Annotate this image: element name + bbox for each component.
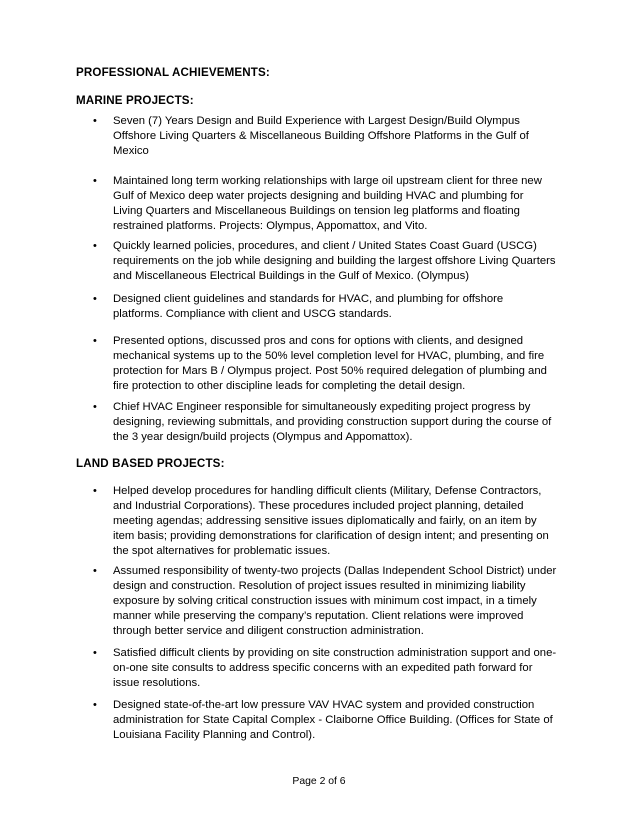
bullet-icon: • (93, 401, 97, 413)
text-line: restrained platforms. Projects: Olympus, Appomattox, and Vito. (113, 220, 428, 233)
text-line: Maintained long term working relationships with large oil upstream client for three new (113, 175, 542, 187)
text-line: manner while preserving the company’s reputation. Client relations were improved (113, 610, 524, 623)
marine-item-5-text (113, 334, 573, 394)
text-line: Presented options, discussed pros and cons for options with clients, and designed (113, 335, 524, 347)
text-line: the 3 year design/build projects (Olympus and Appomattox). (113, 431, 413, 444)
bullet-icon: • (93, 699, 97, 711)
text-line: Mexico (113, 145, 149, 158)
text-line: designing, reviewing submittals, and providing construction support during the course of (113, 416, 552, 429)
text-line: Helped develop procedures for handling difficult clients (Military, Defense Contractors, (113, 485, 542, 497)
bullet-icon: • (93, 485, 97, 497)
text-line: Louisiana Facility Planning and Control). (113, 729, 316, 742)
land-item-4-text (113, 698, 573, 743)
bullet-icon: • (93, 565, 97, 577)
bullet-icon: • (93, 240, 97, 252)
text-line: Designed client guidelines and standards for HVAC, and plumbing for offshore (113, 293, 504, 305)
text-line: Offshore Living Quarters & Miscellaneous Building Offshore Platforms in the Gulf of (113, 130, 529, 143)
text-line: through better service and diligent construction administration. (113, 625, 424, 638)
text-line: platforms. Compliance with client and USCG standards. (113, 308, 392, 321)
text-line: requirements on the job while designing and building the largest offshore Living Quarters (113, 255, 556, 268)
marine-item-1-text (113, 114, 573, 159)
text-line: Assumed responsibility of twenty-two projects (Dallas Independent School District) under (113, 565, 557, 577)
land-based-projects-heading: LAND BASED PROJECTS: (76, 457, 225, 470)
text-line: Chief HVAC Engineer responsible for simultaneously expediting project progress by (113, 401, 531, 413)
bullet-icon: • (93, 175, 97, 187)
marine-item-6-text (113, 400, 573, 445)
land-item-2-text (113, 564, 573, 639)
bullet-icon: • (93, 647, 97, 659)
text-line: on-one site consults to address specific concerns with an expedited path forward for (113, 662, 533, 675)
text-line: meeting agendas; addressing sensitive issues diplomatically and fairly, on an item by (113, 515, 537, 528)
text-line: and Industrial Corporations). These procedures included project planning, detailed (113, 500, 524, 513)
bullet-icon: • (93, 115, 97, 127)
marine-item-2-text (113, 174, 573, 234)
text-line: the spot alternatives for problematic issues. (113, 545, 331, 558)
text-line: issue resolutions. (113, 677, 201, 690)
land-item-3-text (113, 646, 573, 691)
bullet-icon: • (93, 335, 97, 347)
text-line: Quickly learned policies, procedures, and client / United States Coast Guard (USCG) (113, 240, 537, 252)
page-number-footer: Page 2 of 6 (292, 776, 346, 787)
text-line: mechanical systems up to the 50% level completion level for HVAC, plumbing, and fire (113, 350, 545, 363)
text-line: exposure by solving critical construction issues with minimum cost impact, in a timely (113, 595, 537, 608)
bullet-icon: • (93, 293, 97, 305)
land-item-1-text (113, 484, 573, 559)
marine-projects-heading: MARINE PROJECTS: (76, 94, 194, 107)
text-line: Living Quarters and Miscellaneous Buildings on tension leg platforms and floating (113, 205, 520, 218)
text-line: Designed state-of-the-art low pressure VAV HVAC system and provided construction (113, 699, 535, 711)
marine-item-4-text (113, 292, 573, 322)
text-line: Gulf of Mexico deep water projects designing and building HVAC and plumbing for (113, 190, 524, 203)
professional-achievements-heading: PROFESSIONAL ACHIEVEMENTS: (76, 66, 270, 79)
text-line: administration for State Capital Complex - Claiborne Office Building. (Offices for State of (113, 714, 553, 727)
text-line: item basis; providing demonstrations for clarification of design intent; and presenting on (113, 530, 549, 543)
text-line: Seven (7) Years Design and Build Experience with Largest Design/Build Olympus (113, 115, 520, 127)
text-line: fire protection to other discipline leads for completing the detail design. (113, 380, 466, 393)
text-line: Satisfied difficult clients by providing on site construction administration support and one- (113, 647, 557, 659)
text-line: protection for Mars B / Olympus project. Post 50% required delegation of plumbing and (113, 365, 547, 378)
marine-item-3-text (113, 239, 573, 284)
text-line: and Miscellaneous Electrical Buildings in the Gulf of Mexico. (Olympus) (113, 270, 470, 283)
text-line: design and construction. Resolution of project issues resulted in minimizing liability (113, 580, 526, 593)
